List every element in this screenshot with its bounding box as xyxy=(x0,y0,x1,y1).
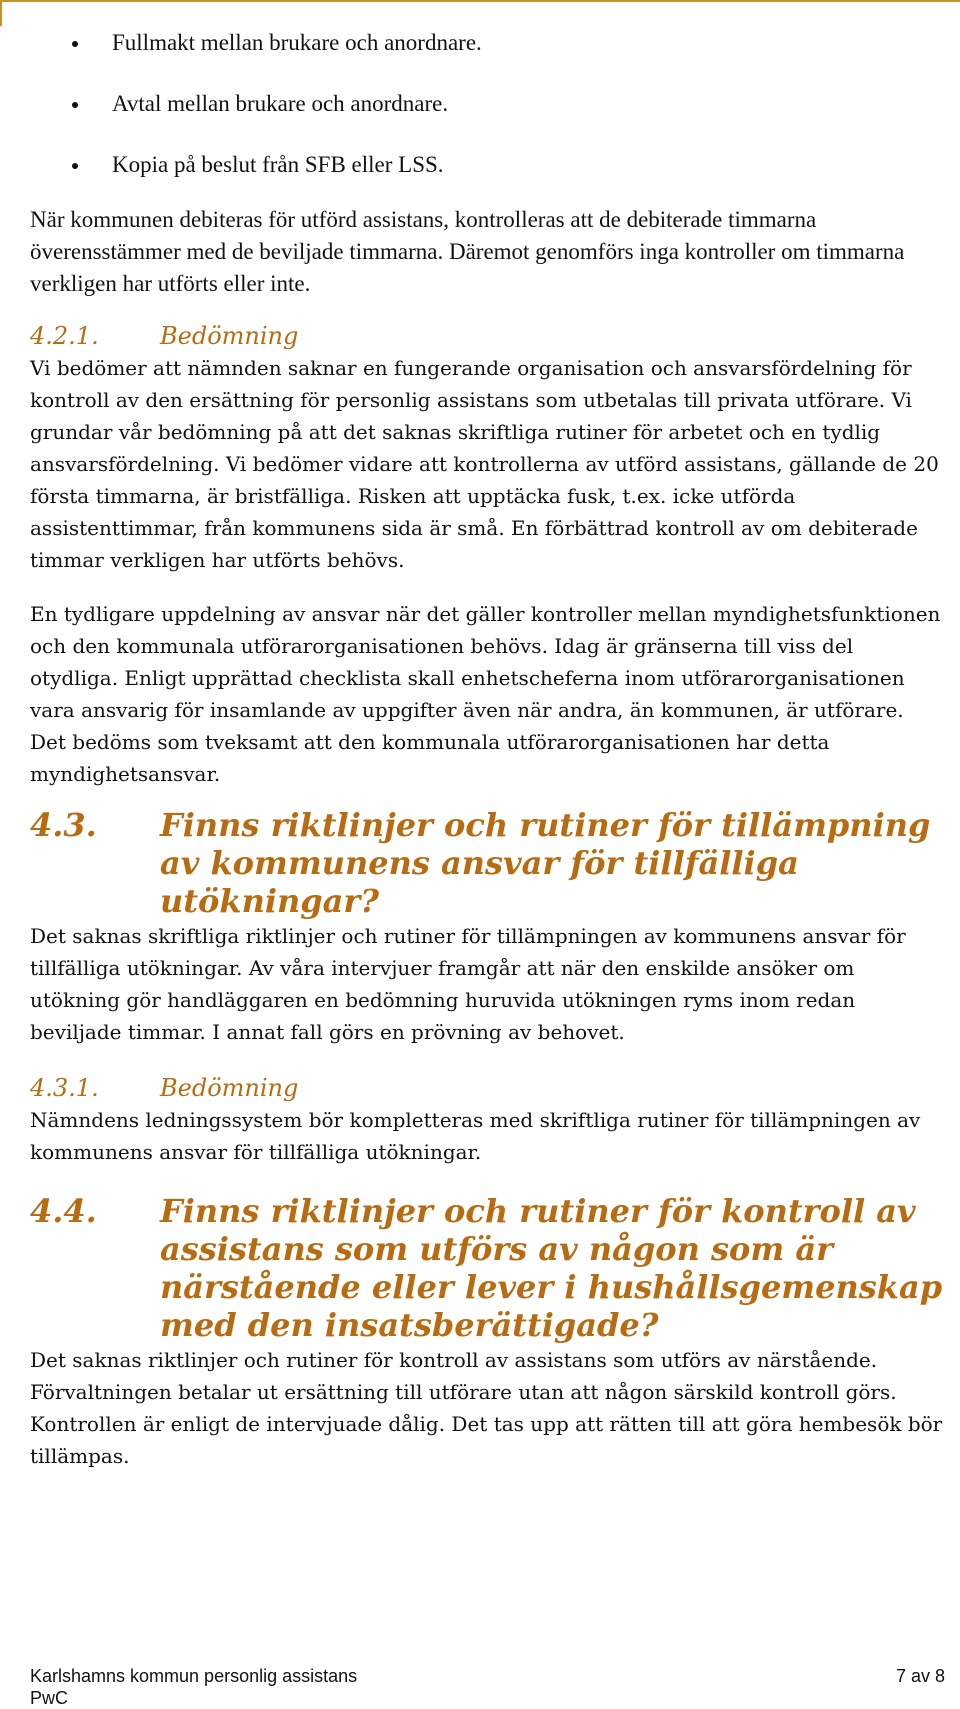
section-4-3-1-paragraph: Nämndens ledningssystem bör kompletteras med skriftliga rutiner för tillämpningen av kommunens ansvar för tillfälliga utökningar. xyxy=(30,1108,921,1164)
section-4-3-1-heading xyxy=(30,1072,950,1104)
section-title: Finns riktlinjer och rutiner för tillämpning av kommunens ansvar för tillfälliga utökningar? xyxy=(160,806,931,920)
page-footer xyxy=(30,1665,945,1709)
section-4-2-1-heading xyxy=(30,320,950,352)
section-number: 4.3.1. xyxy=(30,1074,99,1102)
page-number: 7 av 8 xyxy=(895,1666,945,1686)
section-title: Bedömning xyxy=(160,322,299,350)
section-4-3-paragraph: Det saknas skriftliga riktlinjer och rutiner för tillämpningen av kommunens ansvar för tillfälliga utökningar. Av våra intervjuer framgår att när den enskilde ansöker om utökning gör handläggaren en bedömning huruvida utökningen ryms inom redan beviljade timmar. I annat fall görs en prövning av behovet. xyxy=(30,924,906,1044)
section-title: Finns riktlinjer och rutiner för kontroll av assistans som utförs av någon som är närstående eller lever i hushållsgemenskap med den insatsberättigade? xyxy=(160,1192,943,1344)
bullet-list xyxy=(30,28,950,180)
intro-paragraph: När kommunen debiteras för utförd assistans, kontrolleras att de debiterade timmarna överensstämmer med de beviljade timmarna. Däremot genomförs inga kontroller om timmarna verkligen har utförts eller inte. xyxy=(30,207,905,296)
section-number: 4.4. xyxy=(30,1192,97,1230)
assessment-paragraph: Vi bedömer att nämnden saknar en fungerande organisation och ansvarsfördelning för kontroll av den ersättning för personlig assistans som utbetalas till privata utförare. Vi grundar vår bedömning på att det saknas skriftliga rutiner för arbetet och en tydlig ansvarsfördelning. Vi bedömer vidare att kontrollerna av utförd assistans, gällande de 20 första timmarna, är bristfälliga. Risken att upptäcka fusk, t.ex. icke utförda assistenttimmar, från kommunens sida är små. En förbättrad kontroll av om debiterade timmar verkligen har utförts behövs. xyxy=(30,356,939,572)
section-4-3-heading xyxy=(30,806,950,920)
bullet-text: Fullmakt mellan brukare och anordnare. xyxy=(112,30,482,55)
section-4-4-heading xyxy=(30,1192,950,1344)
responsibility-paragraph: En tydligare uppdelning av ansvar när det gäller kontroller mellan myndighetsfunktionen och den kommunala utförarorganisationen behövs. Idag är gränserna till viss del otydliga. Enligt upprättad checklista skall enhetscheferna inom utförarorganisationen vara ansvarig för insamlande av uppgifter även när andra, än kommunen, är utförare. Det bedöms som tveksamt att den kommunala utförarorganisationen har detta myndighetsansvar. xyxy=(30,602,941,786)
bullet-dot-icon xyxy=(72,102,78,108)
bullet-text: Kopia på beslut från SFB eller LSS. xyxy=(112,152,444,177)
section-title: Bedömning xyxy=(160,1074,299,1102)
footer-company: PwC xyxy=(30,1688,69,1708)
top-rule xyxy=(0,0,960,4)
bullet-dot-icon xyxy=(72,163,78,169)
bullet-item xyxy=(30,89,950,119)
bullet-item xyxy=(30,28,950,58)
bullet-dot-icon xyxy=(72,41,78,47)
bullet-item xyxy=(30,150,950,180)
document-page xyxy=(30,28,950,1472)
section-number: 4.3. xyxy=(30,806,97,844)
section-number: 4.2.1. xyxy=(30,322,99,350)
footer-document-title: Karlshamns kommun personlig assistans xyxy=(30,1666,358,1686)
bullet-text: Avtal mellan brukare och anordnare. xyxy=(112,91,449,116)
section-4-4-paragraph: Det saknas riktlinjer och rutiner för kontroll av assistans som utförs av närstående. Förvaltningen betalar ut ersättning till utförare utan att någon särskild kontroll görs. Kontrollen är enligt de intervjuade dålig. Det tas upp att rätten till att göra hembesök bör tillämpas. xyxy=(30,1348,943,1468)
